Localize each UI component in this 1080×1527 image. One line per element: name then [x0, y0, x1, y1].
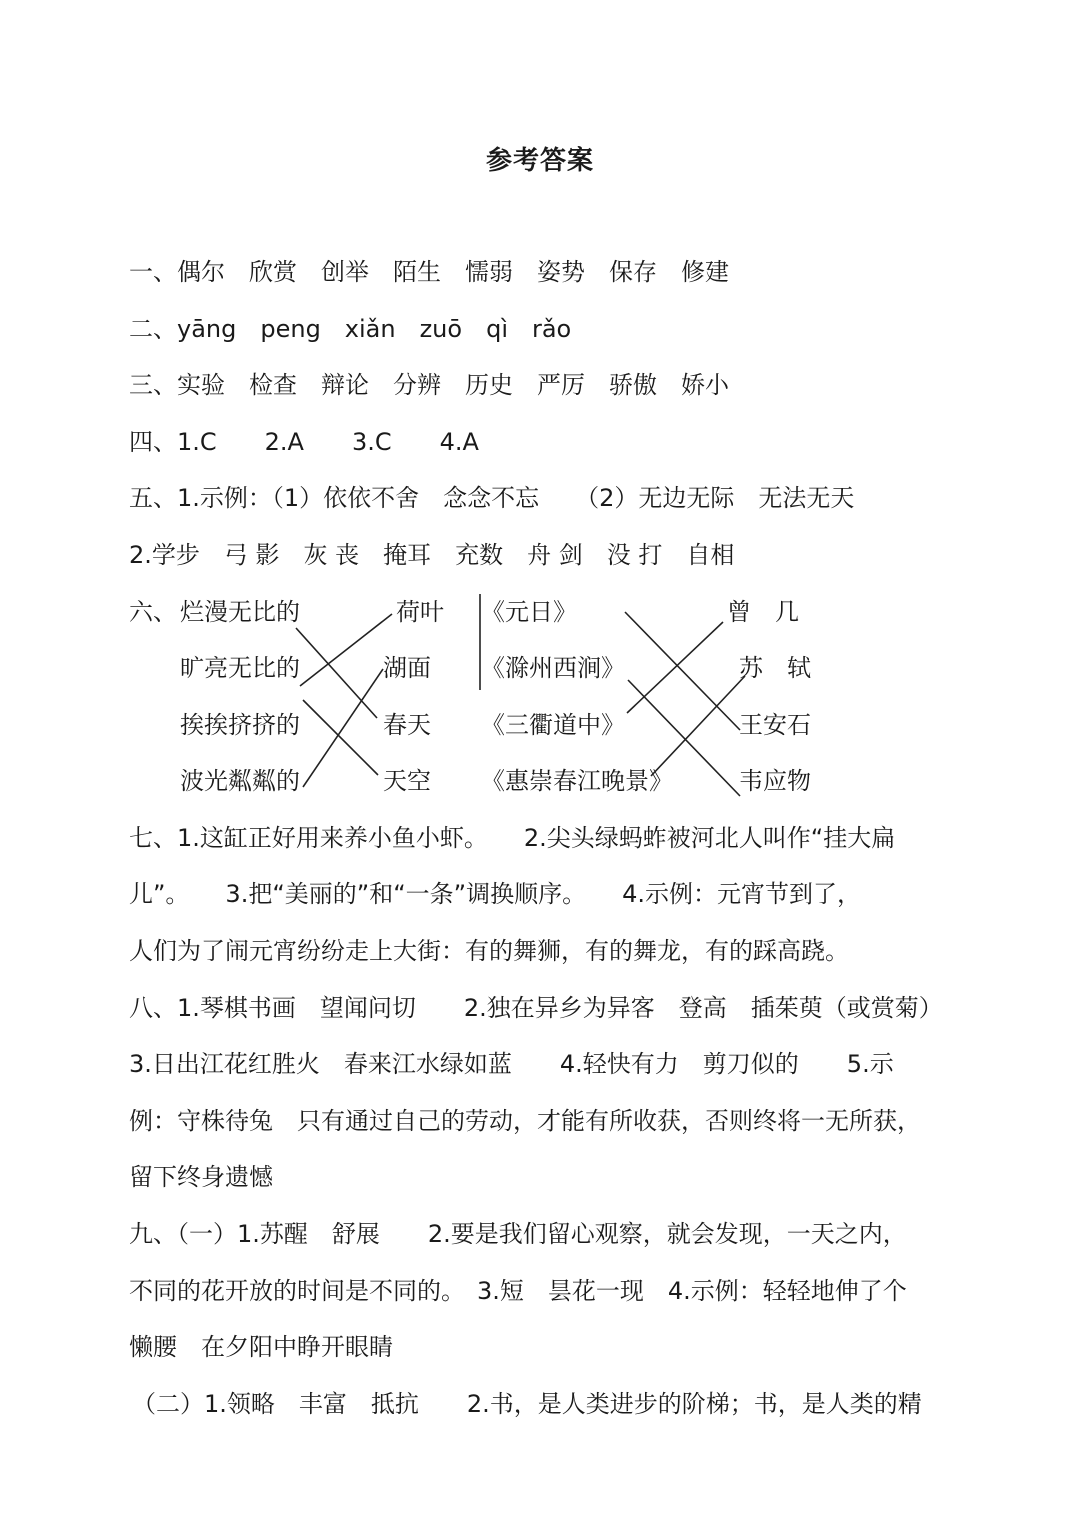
- match-poem-item: 《元日》: [481, 598, 577, 626]
- answer-section-2: 二、yāng peng xiǎn zuō qì rǎo: [129, 315, 572, 343]
- match-left-item: 挨挨挤挤的: [180, 711, 300, 739]
- answer-section-7-line-1: 七、1.这缸正好用来养小鱼小虾。 2.尖头绿蚂蚱被河北人叫作“挂大扁: [129, 824, 896, 852]
- answer-section-5-line-1: 五、1.示例：（1）依依不舍 念念不忘 （2）无边无际 无法无天: [129, 484, 855, 512]
- answer-section-8-line-3: 例：守株待兔 只有通过自己的劳动，才能有所收获，否则终将一无所获，: [129, 1107, 921, 1135]
- match-left-item: 旷亮无比的: [180, 654, 300, 682]
- match-mid-item: 湖面: [383, 654, 431, 682]
- answer-section-1: 一、偶尔 欣赏 创举 陌生 懦弱 姿势 保存 修建: [129, 258, 729, 286]
- match-poem-item: 《惠崇春江晚景》: [481, 767, 673, 795]
- match-mid-item: 天空: [383, 767, 431, 795]
- answer-section-5-line-2: 2.学步 弓 影 灰 丧 掩耳 充数 舟 剑 没 打 自相: [129, 541, 735, 569]
- match-author-item: 王安石: [739, 711, 811, 739]
- match-author-item: 曾 几: [727, 598, 799, 626]
- match-poem-item: 《三衢道中》: [481, 711, 625, 739]
- answer-section-8-line-2: 3.日出江花红胜火 春来江水绿如蓝 4.轻快有力 剪刀似的 5.示: [129, 1050, 894, 1078]
- match-author-item: 韦应物: [739, 767, 811, 795]
- match-left-item: 烂漫无比的: [180, 598, 300, 626]
- answer-section-9-line-1: 九、（一）1.苏醒 舒展 2.要是我们留心观察，就会发现，一天之内，: [129, 1220, 907, 1248]
- page-title: 参考答案: [485, 146, 594, 176]
- section-6-prefix: 六、: [129, 598, 177, 626]
- answer-section-9-line-3: 懒腰 在夕阳中睁开眼睛: [129, 1333, 393, 1361]
- match-mid-item: 荷叶: [396, 598, 444, 626]
- match-line: [651, 676, 745, 776]
- match-poem-item: 《滁州西涧》: [481, 654, 625, 682]
- match-author-item: 苏 轼: [739, 654, 811, 682]
- answer-section-9-line-2: 不同的花开放的时间是不同的。 3.短 昙花一现 4.示例：轻轻地伸了个: [129, 1277, 907, 1305]
- answer-section-8-line-1: 八、1.琴棋书画 望闻问切 2.独在异乡为异客 登高 插茱萸（或赏菊）: [129, 994, 943, 1022]
- match-line: [303, 669, 383, 787]
- answer-section-8-line-4: 留下终身遗憾: [129, 1163, 273, 1191]
- match-line: [303, 700, 378, 775]
- match-line: [628, 680, 740, 796]
- answer-section-3: 三、实验 检查 辩论 分辨 历史 严厉 骄傲 娇小: [129, 371, 729, 399]
- match-line: [625, 612, 740, 730]
- answer-section-9-line-4: （二）1.领略 丰富 抵抗 2.书，是人类进步的阶梯；书，是人类的精: [132, 1390, 922, 1418]
- answer-section-7-line-3: 人们为了闹元宵纷纷走上大街：有的舞狮，有的舞龙，有的踩高跷。: [129, 937, 849, 965]
- match-line: [627, 622, 723, 713]
- answer-section-4: 四、1.C 2.A 3.C 4.A: [129, 428, 479, 456]
- match-mid-item: 春天: [383, 711, 431, 739]
- answer-section-7-line-2: 儿”。 3.把“美丽的”和“一条”调换顺序。 4.示例：元宵节到了，: [129, 880, 861, 908]
- match-left-item: 波光粼粼的: [180, 767, 300, 795]
